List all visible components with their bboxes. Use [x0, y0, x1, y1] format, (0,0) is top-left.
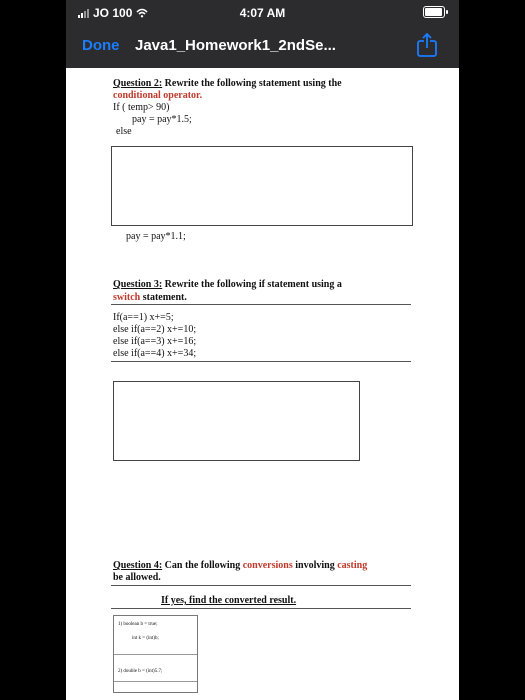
done-button[interactable]: Done	[82, 37, 120, 54]
table-divider	[114, 654, 197, 655]
q2-code-line: else	[116, 126, 132, 137]
q4-heading	[113, 560, 367, 571]
q2-answer-box[interactable]	[111, 146, 413, 226]
q3-answer-box[interactable]	[113, 381, 360, 461]
q2-label: Question 2:	[113, 78, 163, 89]
divider	[111, 304, 411, 305]
table-divider	[114, 681, 197, 682]
q3-text2: statement.	[140, 292, 187, 303]
share-icon[interactable]	[415, 32, 439, 58]
q4-item: 1) boolean b = true;	[118, 622, 158, 627]
q4-line2: be allowed.	[113, 572, 161, 583]
q3-heading	[113, 279, 342, 290]
q3-highlight: switch	[113, 292, 141, 303]
q4-label: Question 4:	[113, 560, 163, 571]
q2-code-line: pay = pay*1.5;	[132, 114, 192, 125]
q4-item: int k = (int)b;	[132, 636, 159, 641]
document-title: Java1_Homework1_2ndSe...	[135, 37, 336, 54]
q4-text: Can the following	[162, 560, 243, 571]
q4-text2: involving	[292, 560, 338, 571]
q2-code-line: If ( temp> 90)	[113, 102, 170, 113]
q4-subheading: If yes, find the converted result.	[161, 595, 297, 606]
divider	[111, 585, 411, 586]
divider	[111, 608, 411, 609]
phone-screen	[66, 0, 459, 700]
status-bar	[66, 0, 459, 26]
q2-heading	[113, 78, 342, 89]
q2-text: Rewrite the following statement using the	[162, 78, 342, 89]
q3-label: Question 3:	[113, 279, 163, 290]
q2-highlight: conditional operator.	[113, 90, 203, 101]
navigation-bar	[66, 26, 459, 66]
q3-text: Rewrite the following if statement using a	[162, 279, 342, 290]
q2-code-after: pay = pay*1.1;	[126, 231, 186, 242]
document-page	[66, 68, 459, 700]
q4-item: 2) double b = (int)5.7;	[118, 669, 163, 674]
q3-code-line: else if(a==4) x+=34;	[113, 348, 197, 359]
battery-icon	[423, 6, 445, 18]
q4-table	[113, 615, 198, 693]
q4-highlight: conversions	[242, 560, 293, 571]
status-time: 4:07 AM	[239, 6, 286, 20]
q3-code-line: else if(a==2) x+=10;	[113, 324, 197, 335]
q3-code-line: else if(a==3) x+=16;	[113, 336, 197, 347]
q4-highlight2: casting	[337, 560, 368, 571]
q3-line2	[113, 292, 187, 303]
q3-code-line: If(a==1) x+=5;	[113, 312, 174, 323]
divider	[111, 361, 411, 362]
carrier-label: JO 100	[93, 6, 133, 20]
